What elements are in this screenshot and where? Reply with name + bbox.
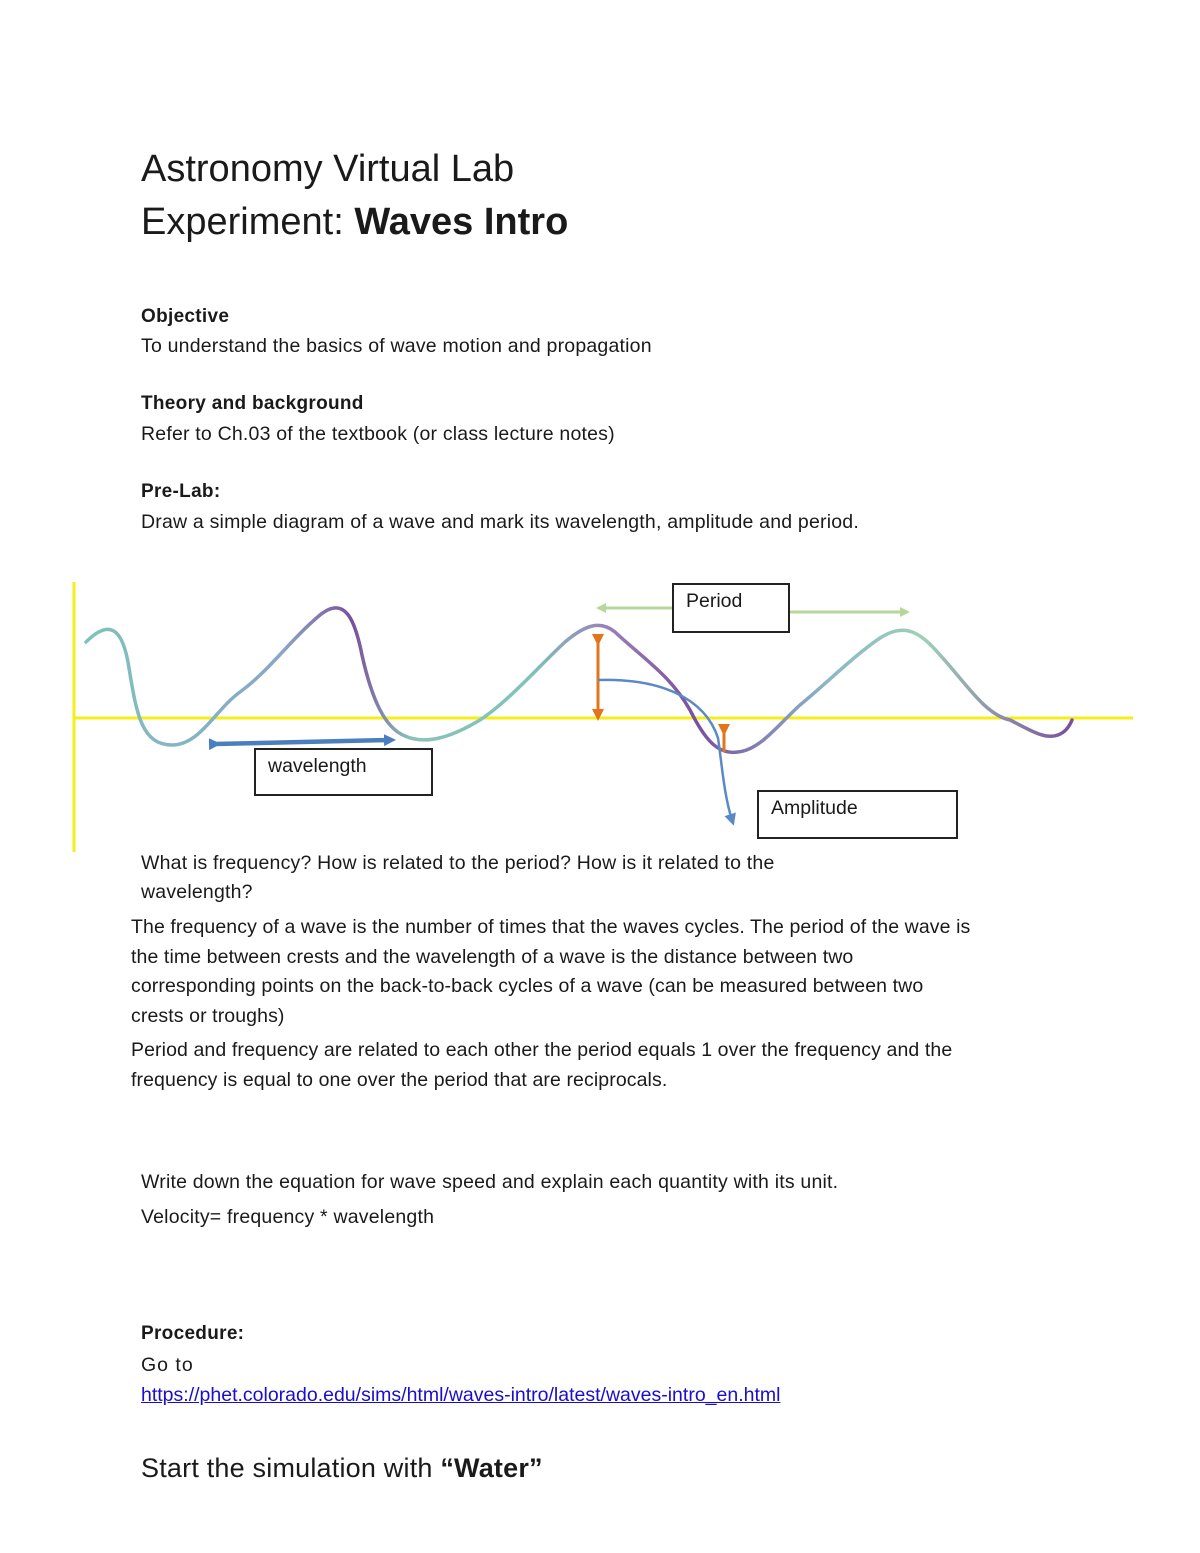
wavelength-label-box: [254, 748, 433, 796]
experiment-name: Waves Intro: [354, 201, 569, 243]
amplitude-pointer-arrow: [598, 680, 732, 820]
period-label-box: [672, 583, 790, 633]
document-title: [141, 143, 514, 195]
experiment-prefix: Experiment:: [141, 201, 355, 243]
answer-frequency: The frequency of a wave is the number of times that the waves cycles. The period of the wave is the time between crests and the wavelength of a wave is the distance between two corresponding points on the back-to-back cycles of a wave (can be measured between two crests or troughs): [131, 916, 971, 1027]
theory-text: Refer to Ch.03 of the textbook (or class lecture notes): [141, 423, 615, 445]
start-water: “Water”: [440, 1453, 543, 1483]
start-simulation-heading: [141, 1453, 543, 1484]
theory-label: Theory and background: [141, 393, 364, 414]
start-prefix: Start the simulation with: [141, 1453, 441, 1483]
wavelength-label: wavelength: [268, 755, 367, 777]
answer-period-frequency: Period and frequency are related to each other the period equals 1 over the frequency and the frequency is equal to one over the period that are reciprocals.: [131, 1039, 953, 1091]
answer-wave-speed: Velocity= frequency * wavelength: [141, 1206, 435, 1228]
procedure-label: Procedure:: [141, 1323, 245, 1344]
simulation-link[interactable]: https://phet.colorado.edu/sims/html/waves-intro/latest/waves-intro_en.html: [141, 1384, 781, 1406]
question-wave-speed: Write down the equation for wave speed and explain each quantity with its unit.: [141, 1171, 839, 1193]
title-line-1: Astronomy Virtual Lab: [141, 148, 515, 190]
question-frequency-line2: wavelength?: [141, 881, 253, 903]
procedure-go-to: Go to: [141, 1354, 194, 1376]
amplitude-label-box: [757, 790, 958, 839]
prelab-label: Pre-Lab:: [141, 481, 221, 502]
wave-curve: [86, 608, 1072, 752]
objective-text: To understand the basics of wave motion and propagation: [141, 335, 652, 357]
objective-label: Objective: [141, 306, 230, 327]
experiment-title: [141, 196, 568, 248]
question-frequency-line1: What is frequency? How is related to the period? How is it related to the: [141, 852, 775, 874]
amplitude-label: Amplitude: [771, 797, 858, 819]
wavelength-arrow: [215, 740, 390, 744]
period-label: Period: [686, 590, 743, 612]
prelab-text: Draw a simple diagram of a wave and mark its wavelength, amplitude and period.: [141, 511, 859, 533]
wave-diagram: [0, 570, 1200, 860]
